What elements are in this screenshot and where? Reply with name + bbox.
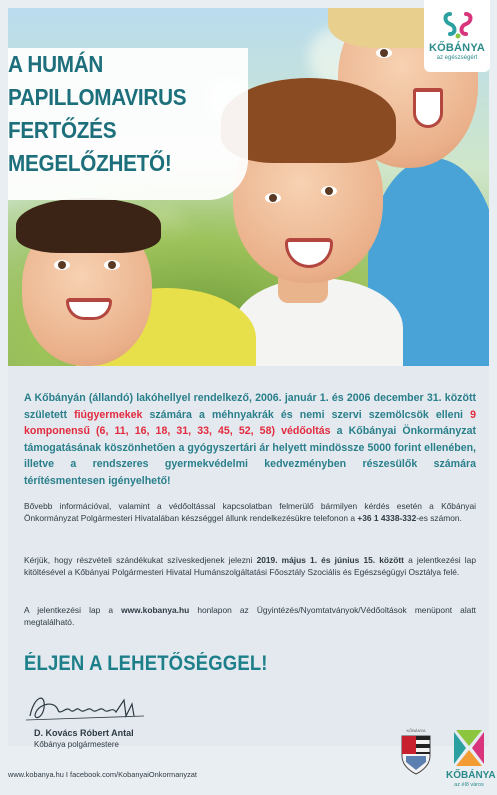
crest-label: KŐBÁNYA xyxy=(406,728,426,733)
kobanya-logo-top xyxy=(424,0,490,72)
logo-brand: KŐBÁNYA xyxy=(446,770,496,781)
registration-text: Kérjük, hogy részvételi szándékukat szíveskedjenek jelezni xyxy=(24,555,257,565)
kobanya-logo-bottom xyxy=(446,726,496,788)
logo-tagline: az élő város xyxy=(454,782,484,788)
website-link[interactable]: www.kobanya.hu xyxy=(121,605,190,615)
child-left xyxy=(16,198,246,366)
logo-tagline: az egészségért xyxy=(436,55,478,61)
lead-highlight-vaccine: 9 komponensű (6, 11, 16, 18, 31, 33, 45, 52, 58) védőoltás xyxy=(24,408,476,437)
registration-text: a jelentkezési lap kitöltésével a Kőbányai Polgármesteri Hivatal Humánszolgáltatási Főosztály Szociális és Egészségügyi Osztálya felé. xyxy=(24,555,476,578)
lead-highlight-boys: fiúgyermekek xyxy=(74,408,143,421)
form-text: A jelentkezési lap a xyxy=(24,605,122,615)
form-text: honlapon az Ügyintézés/Nyomtatványok/Védőoltások menüpont alatt megtalálható. xyxy=(24,605,476,628)
footer-links[interactable]: www.kobanya.hu I facebook.com/KobanyaiOnkormanyzat xyxy=(8,770,197,779)
signature-image xyxy=(24,686,154,726)
lead-text: A Kőbányán (állandó) lakóhellyel rendelkező, 2006. január 1. és 2006 december 31. között született xyxy=(24,392,476,421)
phone-number: +36 1 4338-332 xyxy=(357,513,417,524)
kobanya-x-icon xyxy=(446,726,492,770)
page-title: A HUMÁN PAPILLOMAVIRUS FERTŐZÉS MEGELŐZHETŐ! xyxy=(8,51,187,176)
info-text: Bővebb információval, valamint a védőoltással kapcsolatban felmerülő bármilyen kérdés esetén a Kőbányai Önkormányzat Polgármesteri Hivatalában készséggel állunk rendelkezésükre telefonon a xyxy=(24,501,476,524)
registration-paragraph xyxy=(24,554,476,578)
lead-text: számára a méhnyakrák és nemi szervi szemölcsök elleni xyxy=(142,408,471,421)
signer-role: Kőbánya polgármestere xyxy=(34,740,119,749)
coat-of-arms-icon xyxy=(396,726,436,778)
logo-brand: KŐBÁNYA xyxy=(428,42,485,54)
lead-paragraph xyxy=(24,390,476,489)
lead-text: a Kőbányai Önkormányzat támogatásának köszönhetően a gyógyszertári ár helyett mindössze 5000 forint ellenében, illetve a rendszeres gyermekvédelmi kedvezményben részesülők számára térítésmentesen igényelhető! xyxy=(24,425,477,487)
kobanya-heart-icon xyxy=(442,8,474,40)
registration-dates: 2019. május 1. és június 15. között xyxy=(256,555,404,565)
info-panel xyxy=(8,366,489,749)
info-text: -es számon. xyxy=(416,513,462,524)
info-paragraph xyxy=(24,500,476,524)
signer-name: D. Kovács Róbert Antal xyxy=(34,728,134,738)
call-to-action: ÉLJEN A LEHETŐSÉGGEL! xyxy=(24,652,268,675)
form-paragraph xyxy=(24,604,476,628)
